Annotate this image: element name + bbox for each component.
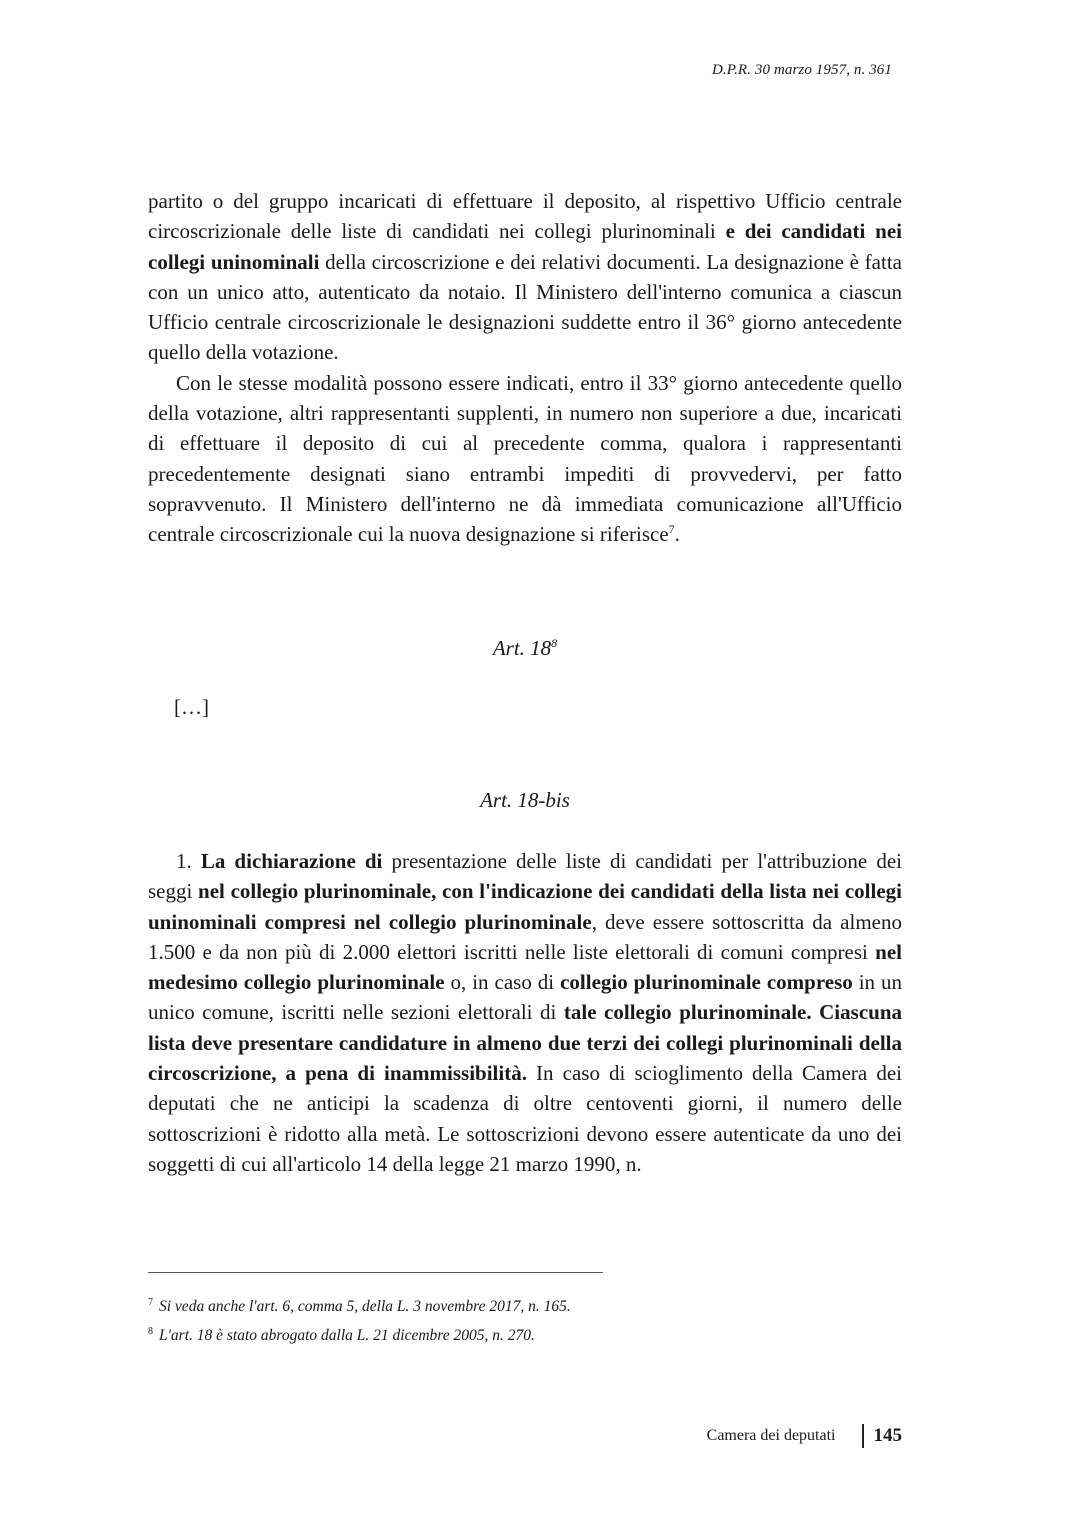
continuation-text bbox=[148, 186, 902, 550]
paragraph: Con le stesse modalità possono essere indicati, entro il 33° giorno antecedente quello della votazione, altri rappresentanti supplenti, in numero non superiore a due, incaricati di effettuare il deposito di cui al precedente comma, qualora i rappresentanti precedentemente designati siano entrambi impediti di provvedervi, per fatto sopravvenuto. Il Ministero dell'interno ne dà immediata comunicazione all'Ufficio centrale circoscrizionale cui la nuova designazione si riferisce$^7$. bbox=[148, 370, 902, 547]
footnote-divider bbox=[148, 1272, 603, 1273]
omitted-text: […] bbox=[174, 695, 209, 719]
amendment-bold: e dei candidati nei collegi uninominali bbox=[148, 219, 902, 274]
publisher-name: Camera dei deputati bbox=[706, 1427, 836, 1444]
footnote-8: $^8$ L'art. 18 è stato abrogato dalla L. 21 dicembre 2005, n. 270. bbox=[148, 1326, 535, 1345]
paragraph: 1. La dichiarazione di presentazione delle liste di candidati per l'attribuzione dei seggi nel collegio plurinominale, con l'indicazione dei candidati della lista nei collegi uninominali compresi nel collegio plurinominale, deve essere sottoscritta da almeno 1.500 e da non più di 2.000 elettori iscritti nelle liste elettorali di comuni compresi nel medesimo collegio plurinominale o, in caso di collegio plurinominale compreso in un unico comune, iscritti nelle sezioni elettorali di tale collegio plurinominale. Ciascuna lista deve presentare candidature in almeno due terzi dei collegi plurinominali della circoscrizione, a pena di inammissibilità. In caso di scioglimento della Camera dei deputati che ne anticipi la scadenza di oltre centoventi giorni, il numero delle sottoscrizioni è ridotto alla metà. Le sottoscrizioni devono essere autenticate da uno dei soggetti di cui all'articolo 14 della legge 21 marzo 1990, n. bbox=[148, 849, 902, 1176]
footnote-7: $^7$ Si veda anche l'art. 6, comma 5, della L. 3 novembre 2017, n. 165. bbox=[148, 1297, 571, 1316]
footnotes bbox=[148, 1290, 571, 1348]
page-number: 145 bbox=[873, 1425, 902, 1446]
article-heading-18: Art. $18^8$ bbox=[492, 636, 558, 660]
footer-divider bbox=[862, 1424, 864, 1448]
article-18-bis-text bbox=[148, 846, 902, 1179]
footnote-ref-7[interactable]: 7 bbox=[668, 522, 675, 537]
running-header: D.P.R. 30 marzo 1957, n. 361 bbox=[711, 62, 892, 78]
page-footer bbox=[707, 1424, 902, 1448]
paragraph: partito o del gruppo incaricati di effettuare il deposito, al rispettivo Ufficio centrale circoscrizionale delle liste di candidati nei collegi plurinominali e dei candidati nei collegi uninominali della circoscrizione e dei relativi documenti. La designazione è fatta con un unico atto, autenticato da notaio. Il Ministero dell'interno comunica a ciascun Ufficio centrale circoscrizionale le designazioni suddette entro il 36° giorno antecedente quello della votazione. bbox=[148, 189, 902, 365]
footnote-ref-8[interactable]: 8 bbox=[551, 636, 558, 650]
article-heading-18-bis: Art. 18-bis bbox=[480, 788, 570, 812]
